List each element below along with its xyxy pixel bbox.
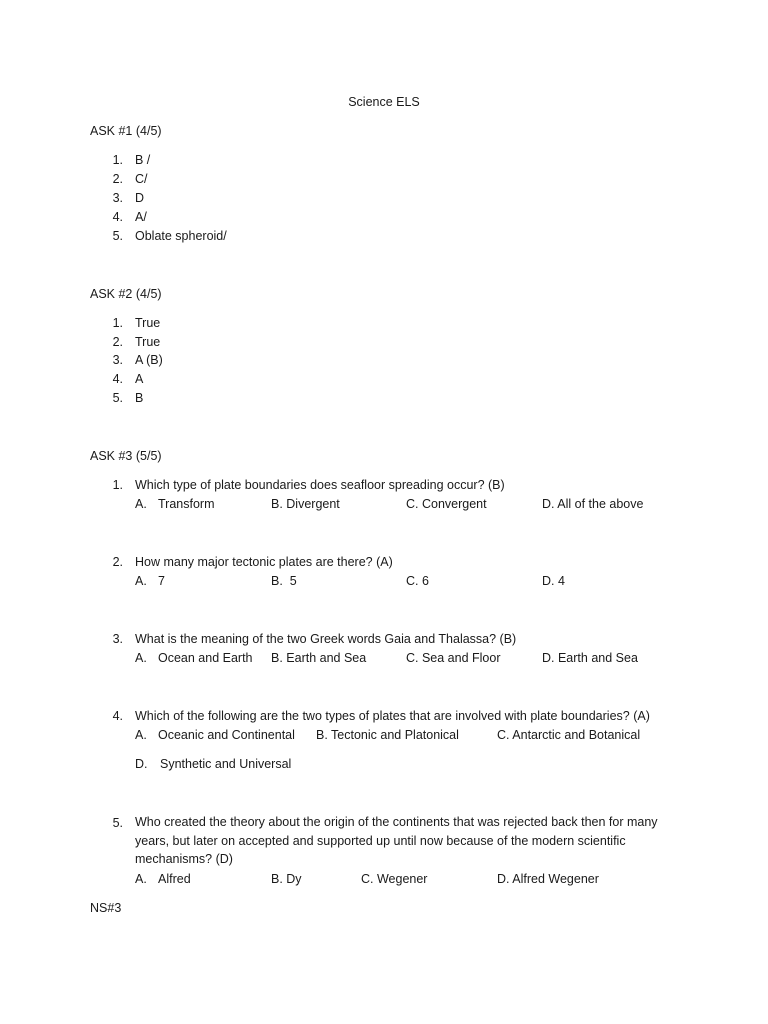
list-item: B	[135, 391, 144, 405]
choice-label: A.	[135, 728, 147, 742]
choice-d: D. Earth and Sea	[542, 651, 638, 665]
list-item: D	[135, 191, 145, 205]
choice-label: A.	[135, 651, 147, 665]
choice-label: D.	[135, 757, 148, 771]
question-number: 3.	[112, 632, 123, 646]
question-text: How many major tectonic plates are there? (A)	[135, 555, 393, 569]
choice-d: Synthetic and Universal	[160, 757, 292, 771]
list-number: 3.	[112, 191, 123, 205]
question-text: What is the meaning of the two Greek words Gaia and Thalassa? (B)	[135, 632, 517, 646]
question-number: 4.	[112, 709, 123, 723]
list-number: 5.	[112, 391, 123, 405]
choice-c: C. Convergent	[406, 497, 487, 511]
choice-d: D. 4	[542, 574, 565, 588]
choice-b: B. Earth and Sea	[271, 651, 367, 665]
list-number: 5.	[112, 229, 123, 243]
list-item: A/	[135, 210, 147, 224]
choice-b: B. Divergent	[271, 497, 340, 511]
list-number: 2.	[112, 172, 123, 186]
list-number: 4.	[112, 210, 123, 224]
choice-c: C. Wegener	[361, 872, 428, 886]
section-heading-ask2: ASK #2 (4/5)	[90, 287, 162, 301]
question-text: Who created the theory about the origin of the continents that was rejected back then for many years, but later on accepted and supported up until now because of the modern scientific mechanisms? (D)	[135, 815, 658, 866]
choice-a: Ocean and Earth	[158, 651, 253, 665]
question-number: 1.	[112, 478, 123, 492]
choice-b: B. Tectonic and Platonical	[316, 728, 459, 742]
choice-a: Alfred	[158, 872, 191, 886]
list-number: 1.	[112, 316, 123, 330]
document-title: Science ELS	[348, 95, 420, 109]
question-number: 2.	[112, 555, 123, 569]
list-item: A	[135, 372, 144, 386]
choice-c: C. 6	[406, 574, 429, 588]
question-number: 5.	[112, 816, 123, 830]
list-item: Oblate spheroid/	[135, 229, 227, 243]
choice-a: Oceanic and Continental	[158, 728, 295, 742]
question-text: Which type of plate boundaries does seafloor spreading occur? (B)	[135, 478, 505, 492]
list-number: 1.	[112, 153, 123, 167]
footer-note: NS#3	[90, 901, 122, 915]
choice-label: A.	[135, 872, 147, 886]
list-item: True	[135, 335, 161, 349]
list-number: 2.	[112, 335, 123, 349]
list-item: C/	[135, 172, 148, 186]
choice-a: 7	[158, 574, 165, 588]
choice-d: D. Alfred Wegener	[497, 872, 599, 886]
list-item: A (B)	[135, 353, 163, 367]
choice-label: A.	[135, 574, 147, 588]
choice-b: B. Dy	[271, 872, 302, 886]
choice-d: D. All of the above	[542, 497, 644, 511]
list-number: 3.	[112, 353, 123, 367]
section-heading-ask1: ASK #1 (4/5)	[90, 124, 162, 138]
question-text: Which of the following are the two types of plates that are involved with plate boundaries? (A)	[135, 709, 650, 723]
choice-b: B. 5	[271, 574, 297, 588]
list-item: B /	[135, 153, 151, 167]
section-heading-ask3: ASK #3 (5/5)	[90, 449, 162, 463]
choice-c: C. Sea and Floor	[406, 651, 501, 665]
choice-label: A.	[135, 497, 147, 511]
choice-a: Transform	[158, 497, 215, 511]
list-item: True	[135, 316, 161, 330]
list-number: 4.	[112, 372, 123, 386]
choice-c: C. Antarctic and Botanical	[497, 728, 641, 742]
